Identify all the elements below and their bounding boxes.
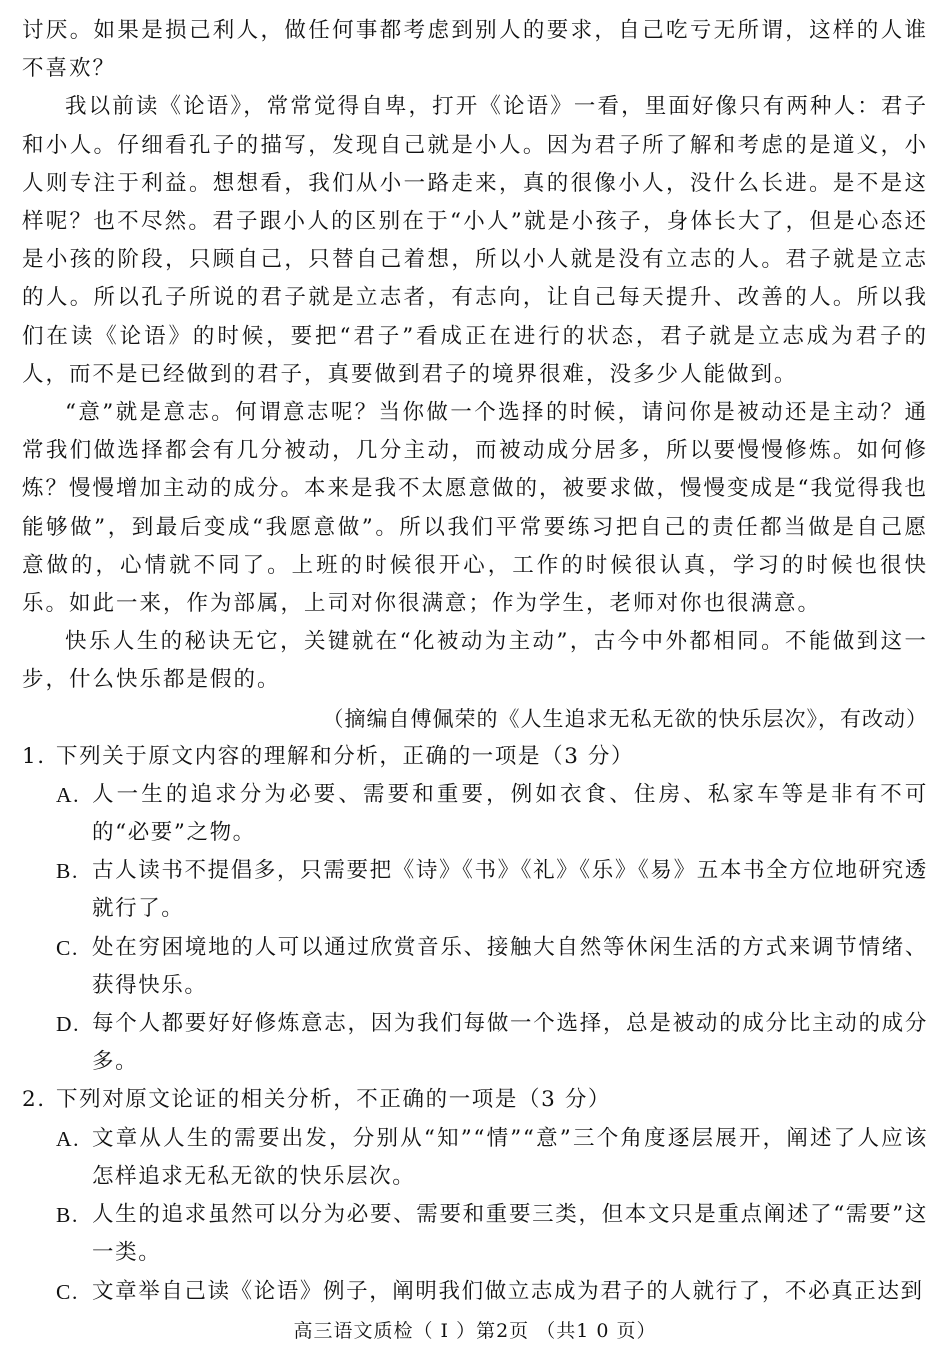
option-label: B. xyxy=(56,859,79,884)
question-number: 2. xyxy=(22,1087,46,1113)
option-label: A. xyxy=(56,1126,81,1151)
question-2 xyxy=(22,1081,928,1310)
option-text: 人生的追求虽然可以分为必要、需要和重要三类，但本文只是重点阐述了“需要”这一类。 xyxy=(92,1202,928,1266)
passage-paragraph-4: 快乐人生的秘诀无它，关键就在“化被动为主动”，古今中外都相同。不能做到这一步，什么快乐都是假的。 xyxy=(22,629,928,693)
option-d xyxy=(22,1005,928,1081)
option-label: D. xyxy=(56,1012,81,1037)
option-label: C. xyxy=(56,1279,79,1304)
question-stem: 下列对原文论证的相关分析，不正确的一项是（3 分） xyxy=(56,1087,612,1113)
document-page xyxy=(22,12,928,1311)
question-1 xyxy=(22,738,928,1082)
option-text: 人一生的追求分为必要、需要和重要，例如衣食、住房、私家车等是非有不可的“必要”之物。 xyxy=(92,781,928,846)
passage-paragraph-2: 我以前读《论语》，常常觉得自卑，打开《论语》一看，里面好像只有两种人：君子和小人。仔细看孔子的描写，发现自己就是小人。因为君子所了解和考虑的是道义，小人则专注于利益。想想看，我们从小一路走来，真的很像小人，没什么长进。是不是这样呢？也不尽然。君子跟小人的区别在于“小人”就是小孩子，身体长大了，但是心态还是小孩的阶段，只顾自己，只替自己着想，所以小人就是没有立志的人。君子就是立志的人。所以孔子所说的君子就是立志者，有志向，让自己每天提升、改善的人。所以我们在读《论语》的时候，要把“君子”看成正在进行的状态，君子就是立志成为君子的人，而不是已经做到的君子，真要做到君子的境界很难，没多少人能做到。 xyxy=(22,94,928,387)
option-text: 古人读书不提倡多，只需要把《诗》《书》《礼》《乐》《易》五本书全方位地研究透就行了。 xyxy=(92,858,928,922)
option-c xyxy=(22,929,928,1005)
option-b xyxy=(22,852,928,928)
option-text: 每个人都要好好修炼意志，因为我们每做一个选择，总是被动的成分比主动的成分多。 xyxy=(92,1011,928,1075)
option-label: A. xyxy=(56,782,81,807)
question-number: 1. xyxy=(22,743,46,769)
option-c xyxy=(22,1273,928,1311)
option-text: 文章举自己读《论语》例子，阐明我们做立志成为君子的人就行了，不必真正达到 xyxy=(92,1278,924,1304)
option-b xyxy=(22,1196,928,1272)
question-stem: 下列关于原文内容的理解和分析，正确的一项是（3 分） xyxy=(56,743,635,769)
option-a xyxy=(22,776,928,852)
option-label: C. xyxy=(56,935,79,960)
option-text: 处在穷困境地的人可以通过欣赏音乐、接触大自然等休闲生活的方式来调节情绪、获得快乐。 xyxy=(92,934,928,998)
source-citation: （摘编自傅佩荣的《人生追求无私无欲的快乐层次》，有改动） xyxy=(322,706,928,731)
option-label: B. xyxy=(56,1203,79,1228)
passage-paragraph-3: “意”就是意志。何谓意志呢？当你做一个选择的时候，请问你是被动还是主动？通常我们做选择都会有几分被动，几分主动，而被动成分居多，所以要慢慢修炼。如何修炼？慢慢增加主动的成分。本来是我不太愿意做的，被要求做，慢慢变成是“我觉得我也能够做”，到最后变成“我愿意做”。所以我们平常要练习把自己的责任都当做是自己愿意做的，心情就不同了。上班的时候很开心，工作的时候很认真，学习的时候也很快乐。如此一来，作为部属，上司对你很满意；作为学生，老师对你也很满意。 xyxy=(22,400,928,617)
page-footer: 高三语文质检（ Ⅰ ）第2页 （共1 0 页） xyxy=(293,1320,657,1342)
passage-paragraph-1: 讨厌。如果是损己利人，做任何事都考虑到别人的要求，自己吃亏无所谓，这样的人谁不喜欢？ xyxy=(22,18,928,82)
option-a xyxy=(22,1120,928,1196)
option-text: 文章从人生的需要出发，分别从“知”“情”“意”三个角度逐层展开，阐述了人应该怎样追求无私无欲的快乐层次。 xyxy=(92,1125,928,1189)
